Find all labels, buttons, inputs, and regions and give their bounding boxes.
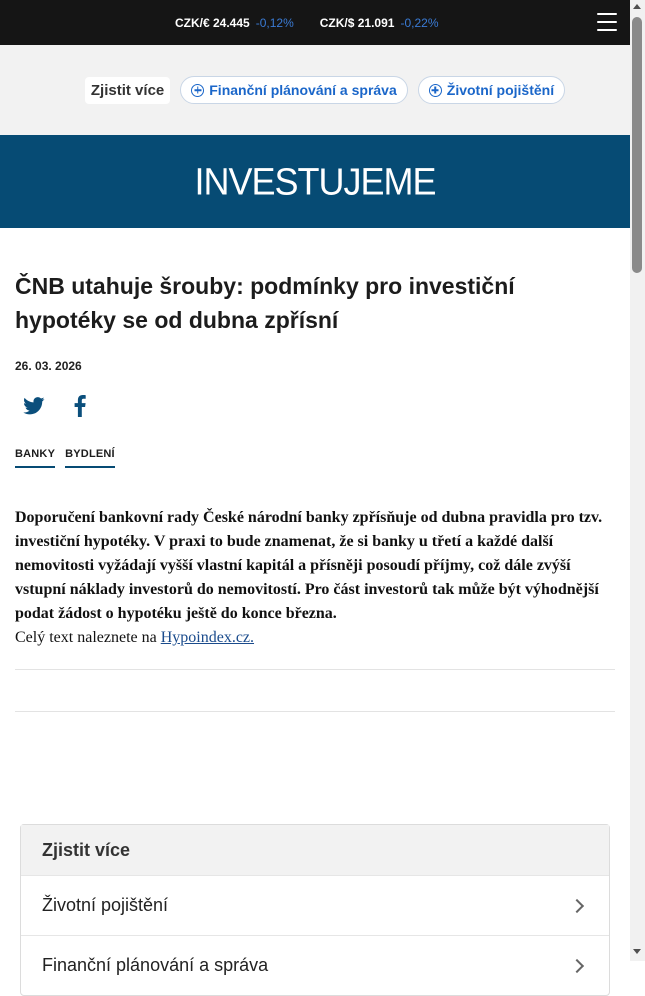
learn-item-label: Životní pojištění	[42, 895, 169, 915]
scroll-up-arrow-icon[interactable]	[633, 4, 641, 9]
full-text-note	[15, 626, 615, 650]
chevron-right-icon	[570, 898, 584, 912]
topic-chips-bar	[0, 45, 630, 135]
hypoindex-link[interactable]: Hypoindex.cz.	[160, 629, 255, 646]
learn-more-box	[20, 824, 610, 996]
chips-label: Zjistit více	[85, 77, 170, 104]
chip-label: Finanční plánování a správa	[209, 82, 397, 98]
share-buttons	[15, 391, 615, 421]
chip-zivotni-pojisteni[interactable]	[418, 76, 565, 104]
plus-circle-icon	[191, 84, 204, 97]
learn-item-zivotni-pojisteni[interactable]	[21, 875, 609, 935]
learn-more-heading: Zjistit více	[21, 825, 609, 875]
article-tags	[15, 448, 615, 468]
scrollbar-thumb[interactable]	[632, 17, 642, 273]
article-date: 26. 03. 2026	[15, 359, 82, 373]
divider	[15, 711, 615, 712]
facebook-icon[interactable]	[68, 394, 92, 418]
twitter-icon[interactable]	[22, 394, 46, 418]
learn-item-financni-planovani[interactable]	[21, 935, 609, 995]
tag-banky[interactable]: BANKY	[15, 448, 55, 468]
article-lead: Doporučení bankovní rady České národní banky zpřísňuje od dubna pravidla pro tzv. investiční hypotéky. V praxi to bude znamenat, že si banky u třetí a každé další nemovitosti vyžádají vyšší vlastní kapitál a přísněji posoudí příjmy, což dále zvýší vstupní náklady investorů do nemovitostí. Pro část investorů tak může být výhodnější podat žádost o hypotéku ještě do konce března.	[15, 509, 603, 622]
hamburger-icon[interactable]	[597, 13, 617, 31]
chip-financni-planovani[interactable]	[180, 76, 408, 104]
article-header	[0, 269, 630, 468]
rate-eur-change: -0,12%	[255, 15, 294, 30]
learn-item-label: Finanční plánování a správa	[42, 955, 269, 975]
rate-usd-value: CZK/$ 21.091	[319, 15, 395, 30]
currency-ticker	[0, 0, 630, 45]
scroll-down-arrow-icon[interactable]	[633, 949, 641, 954]
rate-usd-change: -0,22%	[400, 15, 439, 30]
article-body	[0, 506, 630, 650]
site-logo[interactable]: INVESTUJEME	[194, 159, 436, 203]
rate-eur-value: CZK/€ 24.445	[175, 15, 250, 30]
chevron-right-icon	[570, 958, 584, 972]
article-title: ČNB utahuje šrouby: podmínky pro investiční hypotéky se od dubna zpřísní	[15, 273, 515, 333]
rate-eur	[175, 16, 294, 30]
full-text-prefix: Celý text naleznete na	[15, 629, 157, 646]
chip-label: Životní pojištění	[446, 82, 555, 98]
rate-usd	[320, 16, 439, 30]
plus-circle-icon	[429, 84, 442, 97]
brand-banner	[0, 135, 630, 228]
divider	[15, 669, 615, 670]
rates-list	[175, 0, 465, 45]
tag-bydleni[interactable]: BYDLENÍ	[65, 448, 115, 468]
